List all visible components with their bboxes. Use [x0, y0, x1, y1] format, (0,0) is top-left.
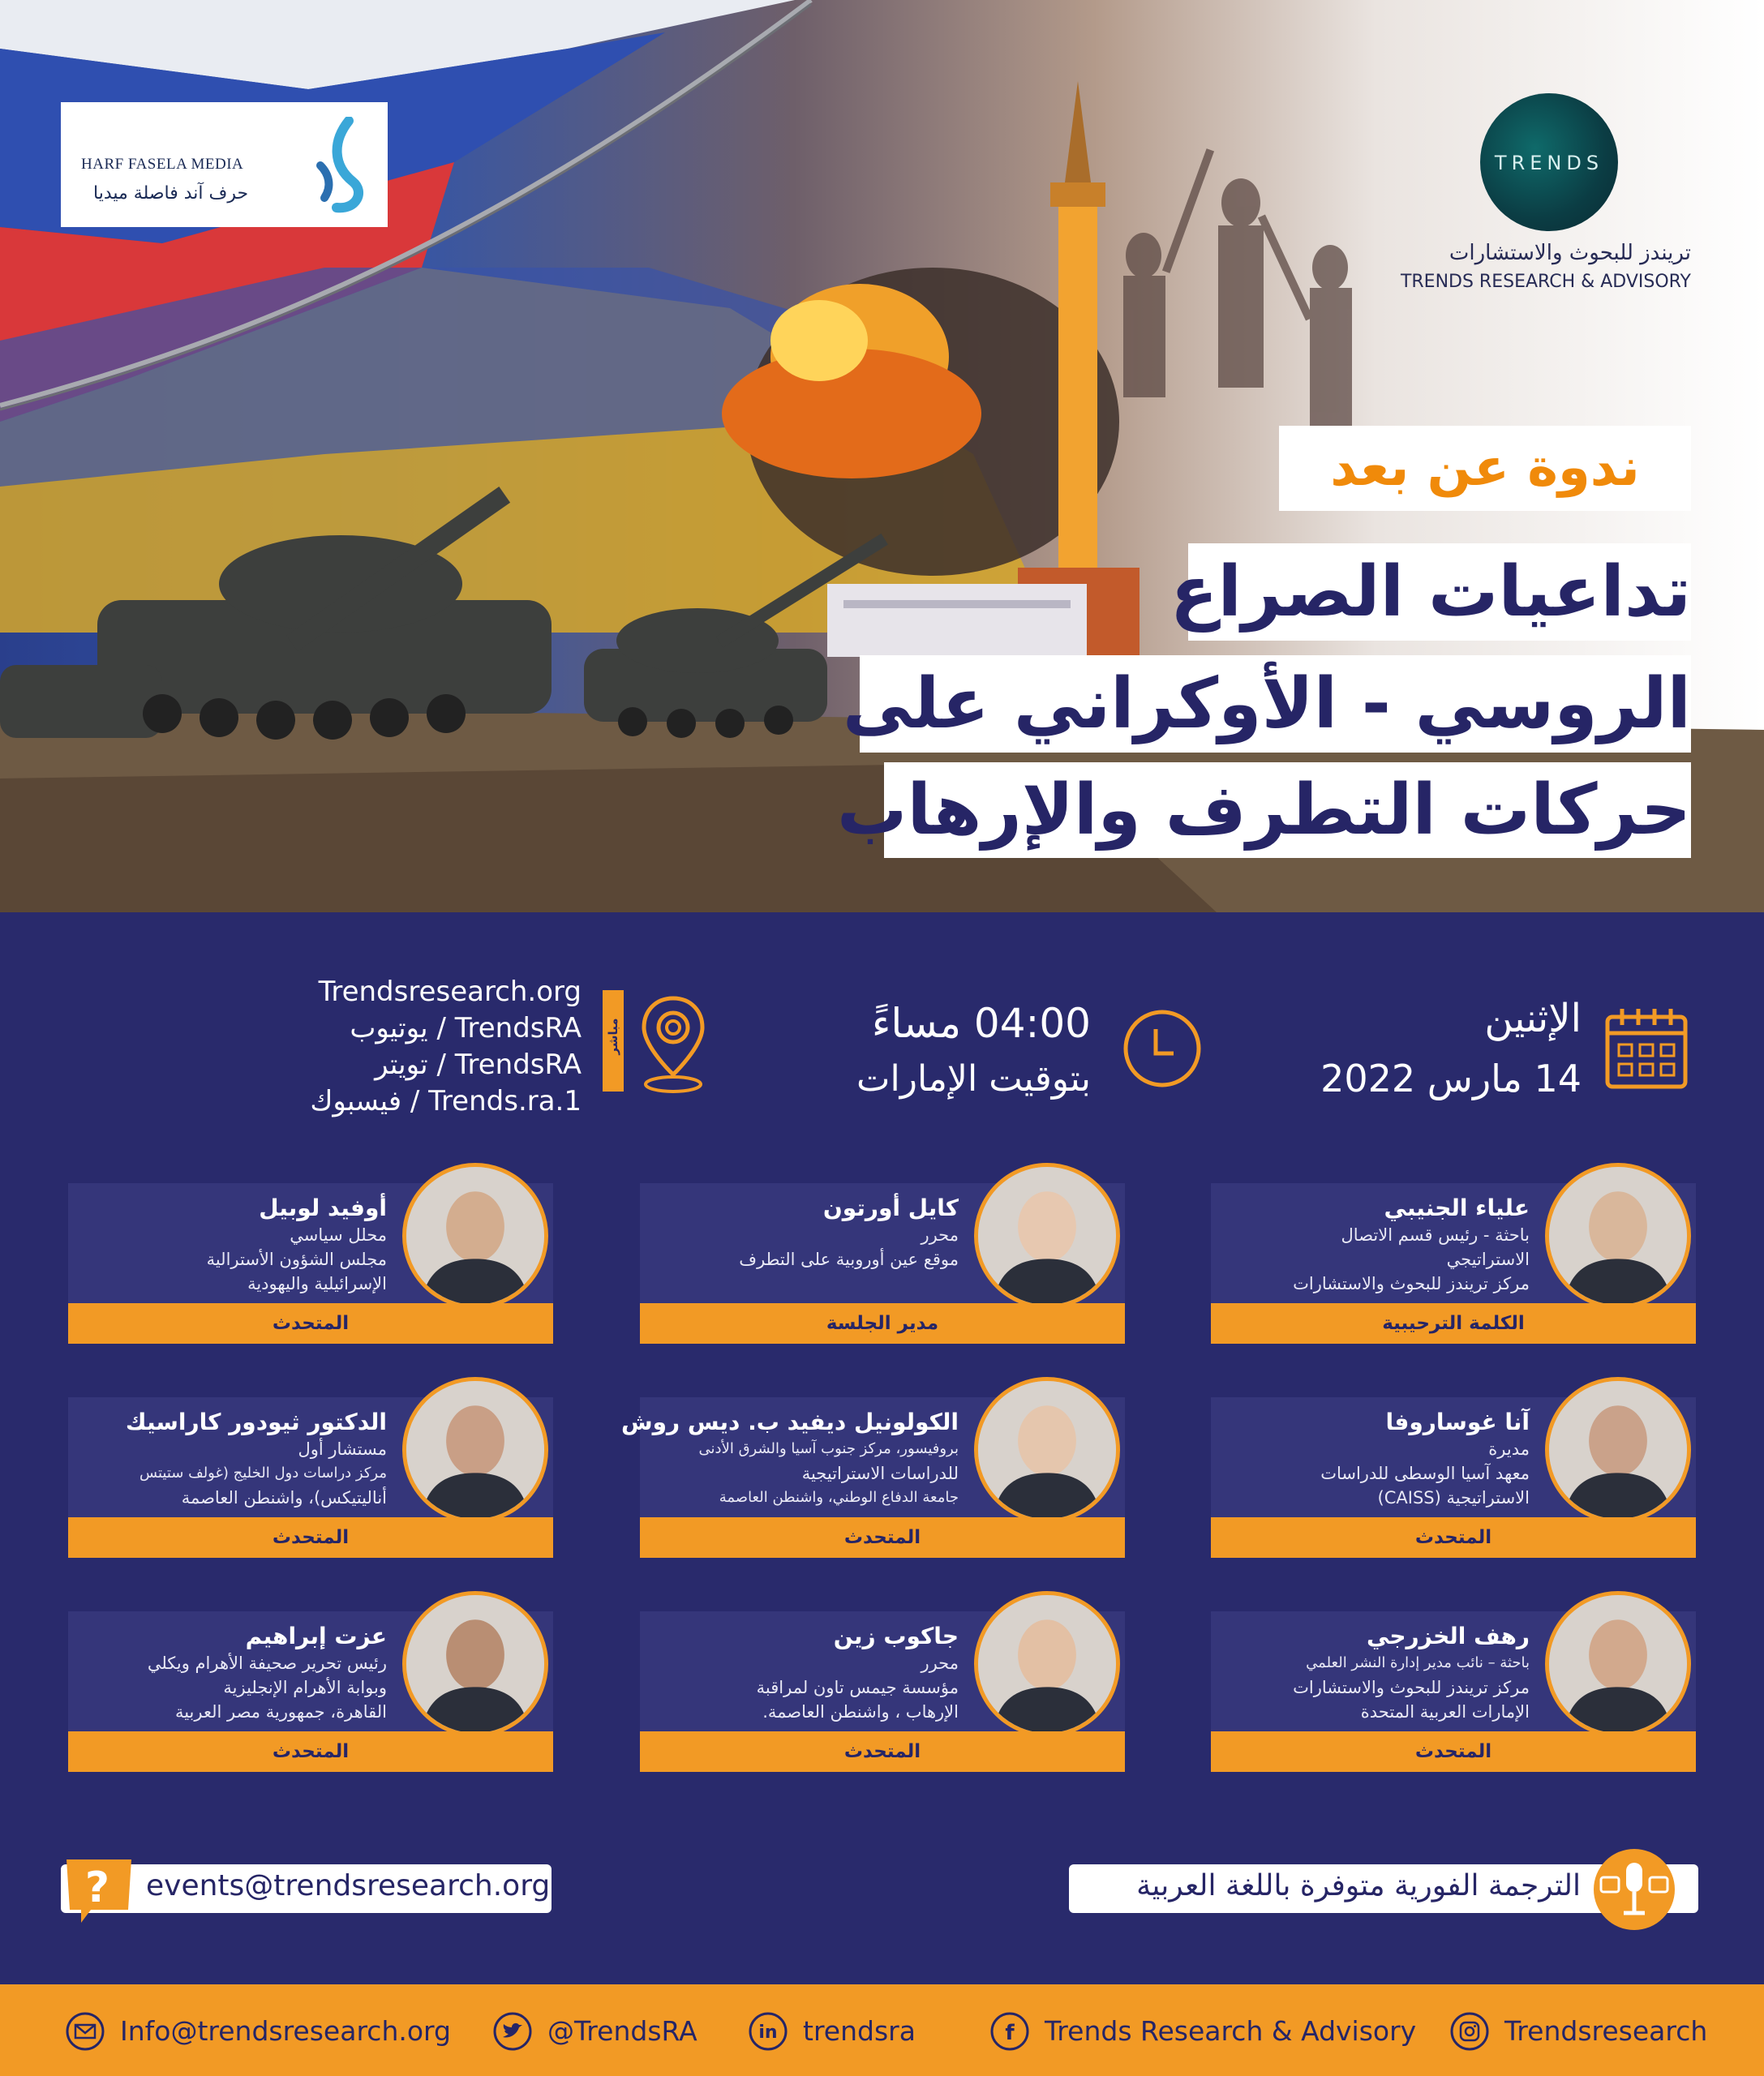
trends-logo-badge: TRENDS: [1494, 152, 1604, 174]
speaker-name: جاكوب زين: [833, 1623, 959, 1649]
event-day: الإثنين: [1484, 996, 1582, 1041]
speaker-role-tag: مدير الجلسة: [640, 1303, 1125, 1344]
footer-instagram-label[interactable]: Trendsresearch: [1504, 2015, 1708, 2047]
speaker-role-line: باحثة – نائب مدير إدارة النشر العلمي: [1306, 1654, 1530, 1671]
event-title-line-3: حركات التطرف والإرهاب: [884, 762, 1691, 858]
svg-text:?: ?: [84, 1864, 110, 1912]
partner-logo-mark: [308, 117, 373, 214]
speaker-card: [1211, 1599, 1696, 1769]
speaker-role-line: مجلس الشؤون الأسترالية: [206, 1250, 387, 1269]
person-icon: [978, 1167, 1116, 1305]
footer-twitter-label[interactable]: @TrendsRA: [547, 2015, 697, 2047]
speaker-role-line: الإمارات العربية المتحدة: [1360, 1702, 1530, 1722]
translation-note: الترجمة الفورية متوفرة باللغة العربية: [1136, 1869, 1581, 1902]
speaker-role-line: جامعة الدفاع الوطني، واشنطن العاصمة: [719, 1489, 959, 1506]
channel-website[interactable]: Trendsresearch.org: [318, 976, 582, 1008]
speaker-role-line: وبوابة الأهرام الإنجليزية: [223, 1678, 387, 1697]
event-info-row: [0, 912, 1764, 1123]
speaker-role-tag: الكلمة الترحيبية: [1211, 1303, 1696, 1344]
speaker-role-line: موقع عين أوروبية على التطرف: [739, 1250, 959, 1269]
speaker-photo: [1545, 1377, 1691, 1523]
trends-logo: [1480, 93, 1618, 231]
speaker-info: [646, 1194, 959, 1272]
speaker-role-line: محلل سياسي: [290, 1225, 387, 1245]
speaker-role-line: مستشار أول: [298, 1439, 387, 1459]
person-icon: [1549, 1167, 1687, 1305]
speaker-info: [75, 1194, 387, 1296]
speaker-role-line: مديرة: [1488, 1439, 1530, 1459]
speaker-role-tag: المتحدث: [68, 1303, 553, 1344]
channel-youtube[interactable]: TrendsRA / يوتيوب: [350, 1012, 582, 1044]
footer-bar: [0, 1984, 1764, 2076]
footer-email-label[interactable]: Info@trendsresearch.org: [120, 2015, 451, 2047]
speaker-role-tag: المتحدث: [1211, 1731, 1696, 1772]
speaker-info: [646, 1622, 959, 1724]
envelope-icon: [65, 2011, 105, 2052]
speaker-info: [621, 1408, 959, 1510]
clock-icon: [1122, 1008, 1203, 1089]
speaker-name: رهف الخزرجي: [1367, 1623, 1530, 1649]
speaker-name: كايل أورتون: [822, 1195, 959, 1221]
footer-linkedin-label[interactable]: trendsra: [803, 2015, 916, 2047]
speaker-name: آنا غوساروفا: [1385, 1409, 1530, 1435]
speaker-role-line: الاستراتيجي: [1446, 1250, 1530, 1269]
speaker-role-tag: المتحدث: [1211, 1517, 1696, 1558]
speaker-role-line: مركز تريندز للبحوث والاستشارات: [1293, 1274, 1530, 1293]
partner-name-en: HARF FASELA MEDIA: [81, 156, 244, 173]
event-title-line-2: الروسي - الأوكراني على: [860, 655, 1691, 753]
speaker-role-line: معهد آسيا الوسطى للدراسات: [1320, 1464, 1530, 1483]
channel-twitter[interactable]: TrendsRA / تويتر: [375, 1049, 582, 1081]
person-icon: [1549, 1595, 1687, 1733]
speaker-info: [1217, 1194, 1530, 1296]
speaker-photo: [1545, 1591, 1691, 1737]
speaker-role-line: القاهرة، جمهورية مصر العربية: [174, 1702, 387, 1722]
speaker-role-line: أناليتيكس)، واشنطن العاصمة: [181, 1488, 387, 1508]
speaker-role-line: للدراسات الاستراتيجية: [801, 1464, 959, 1483]
speaker-role-line: مركز دراسات دول الخليج (غولف ستيتس: [139, 1465, 387, 1482]
speaker-role-line: الإسرائيلية واليهودية: [247, 1274, 387, 1293]
speaker-info: [1217, 1622, 1530, 1724]
speaker-photo: [402, 1163, 548, 1309]
person-icon: [1549, 1381, 1687, 1519]
speaker-card: [1211, 1385, 1696, 1555]
speaker-role-tag: المتحدث: [68, 1517, 553, 1558]
speaker-photo: [974, 1377, 1120, 1523]
twitter-icon: [492, 2011, 533, 2052]
speaker-name: الكولونيل ديفيد ب. ديس روش: [621, 1409, 959, 1435]
svg-text:in: in: [758, 2022, 778, 2043]
facebook-icon: [989, 2011, 1030, 2052]
organizer-name-en: TRENDS RESEARCH & ADVISORY: [1400, 272, 1691, 292]
calendar-icon: [1604, 1006, 1689, 1090]
event-date: 14 مارس 2022: [1320, 1057, 1582, 1100]
speaker-card: [640, 1599, 1125, 1769]
events-email[interactable]: events@trendsresearch.org: [146, 1869, 551, 1902]
person-icon: [406, 1381, 544, 1519]
linkedin-icon: [748, 2011, 788, 2052]
speaker-card: [621, 1385, 1125, 1555]
speaker-info: [1217, 1408, 1530, 1510]
speaker-role-line: محرر: [921, 1654, 959, 1673]
speaker-photo: [974, 1163, 1120, 1309]
event-time: 04:00 مساءً: [871, 1000, 1091, 1047]
event-type-label: ندوة عن بعد: [1279, 426, 1691, 511]
speaker-role-tag: المتحدث: [68, 1731, 553, 1772]
speaker-photo: [402, 1591, 548, 1737]
live-tag: [603, 990, 624, 1092]
speaker-name: أوفيد لوبيل: [259, 1195, 387, 1221]
channel-facebook[interactable]: Trends.ra.1 / فيسبوك: [310, 1085, 582, 1117]
speaker-role-line: الاستراتيجية (CAISS): [1377, 1488, 1530, 1508]
partner-logo: [61, 102, 388, 227]
person-icon: [406, 1595, 544, 1733]
speaker-photo: [974, 1591, 1120, 1737]
speaker-role-line: باحثة - رئيس قسم الاتصال: [1341, 1225, 1530, 1245]
speaker-card: [68, 1599, 553, 1769]
person-icon: [978, 1595, 1116, 1733]
speaker-role-line: بروفيسور، مركز جنوب آسيا والشرق الأدنى: [698, 1440, 959, 1457]
speaker-card: [68, 1171, 553, 1341]
speaker-card: [640, 1171, 1125, 1341]
partner-name-ar: حرف آند فاصلة ميديا: [93, 183, 249, 204]
svg-text:f: f: [1005, 2021, 1015, 2045]
speaker-photo: [1545, 1163, 1691, 1309]
speaker-role-line: مؤسسة جيمس تاون لمراقبة: [756, 1678, 959, 1697]
hero-banner: [0, 0, 1764, 912]
speaker-role-line: الإرهاب ، واشنطن العاصمة.: [762, 1702, 959, 1722]
event-title-line-1: تداعيات الصراع: [1188, 543, 1691, 641]
speaker-role-line: محرر: [921, 1225, 959, 1245]
question-icon: [58, 1853, 139, 1926]
footer-facebook-label[interactable]: Trends Research & Advisory: [1045, 2015, 1417, 2047]
speaker-name: عزت إبراهيم: [245, 1623, 387, 1649]
live-tag-label: مباشر: [606, 1018, 620, 1055]
speaker-name: علياء الجنيبي: [1384, 1195, 1530, 1221]
microphone-translation-icon: [1590, 1845, 1679, 1934]
speaker-role-tag: المتحدث: [640, 1731, 1125, 1772]
speaker-role-line: مركز تريندز للبحوث والاستشارات: [1293, 1678, 1530, 1697]
event-timezone: بتوقيت الإمارات: [856, 1058, 1091, 1100]
speaker-role-tag: المتحدث: [640, 1517, 1125, 1558]
speaker-card: [68, 1385, 553, 1555]
instagram-icon: [1449, 2011, 1490, 2052]
speaker-role-line: رئيس تحرير صحيفة الأهرام ويكلي: [147, 1654, 387, 1673]
speaker-info: [75, 1622, 387, 1724]
location-pin-icon: [639, 993, 707, 1095]
person-icon: [978, 1381, 1116, 1519]
speaker-name: الدكتور ثيودور كاراسيك: [125, 1409, 387, 1435]
organizer-name-ar: تريندز للبحوث والاستشارات: [1449, 241, 1691, 265]
speaker-card: [1211, 1171, 1696, 1341]
person-icon: [406, 1167, 544, 1305]
speaker-photo: [402, 1377, 548, 1523]
speaker-info: [75, 1408, 387, 1510]
